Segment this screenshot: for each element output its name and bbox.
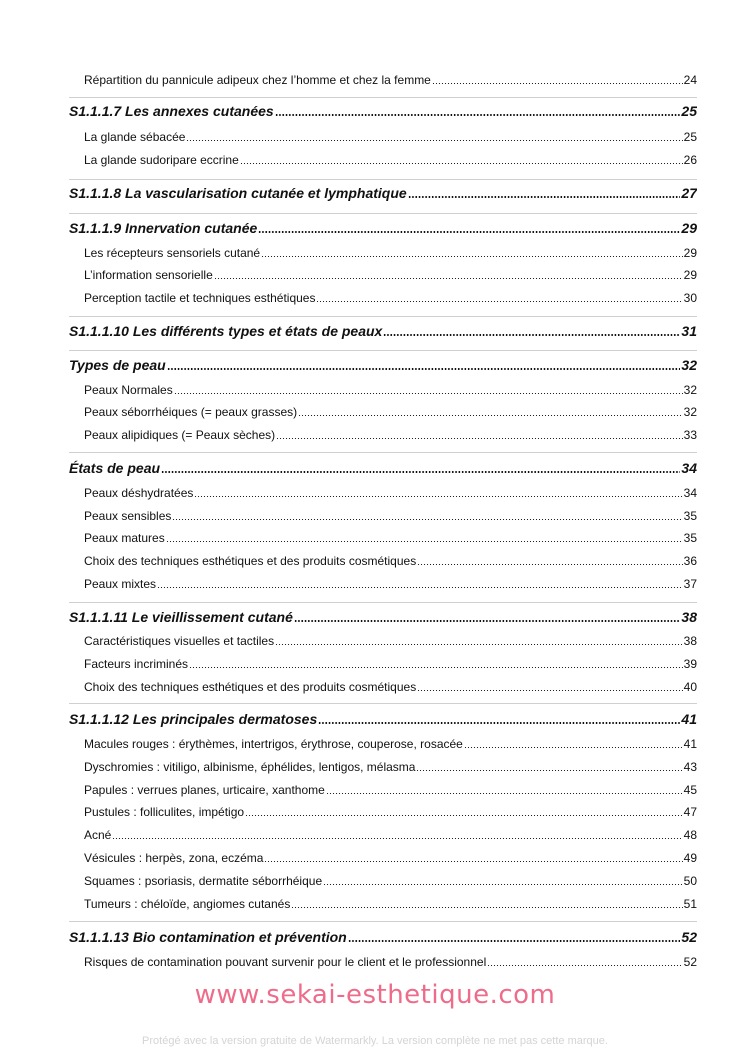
dot-leader — [294, 620, 681, 622]
toc-page-number: 41 — [683, 737, 697, 751]
section-divider — [69, 703, 697, 704]
toc-page-number: 29 — [683, 268, 697, 282]
toc-entry-row[interactable] — [84, 828, 697, 842]
dot-leader — [172, 519, 682, 520]
toc-page-number: 26 — [683, 153, 697, 167]
toc-title: S1.1.1.9 Innervation cutanée — [69, 220, 258, 236]
dot-leader — [161, 471, 680, 473]
toc-entry-row[interactable] — [84, 428, 697, 442]
toc-entry-row[interactable] — [84, 153, 697, 167]
section-divider — [69, 452, 697, 453]
website-url: www.sekai-esthetique.com — [194, 980, 556, 1010]
toc-page-number: 50 — [683, 874, 697, 888]
toc-page-number: 29 — [683, 246, 697, 260]
toc-entry-row[interactable] — [84, 874, 697, 888]
toc-entry-row[interactable] — [84, 509, 697, 523]
toc-page-number: 39 — [683, 657, 697, 671]
toc-entry-row[interactable] — [84, 130, 697, 144]
toc-title: S1.1.1.11 Le vieillissement cutané — [69, 609, 293, 625]
toc-entry-row[interactable] — [84, 531, 697, 545]
toc-page-number: 35 — [683, 531, 697, 545]
dot-leader — [261, 256, 683, 257]
toc-page-number: 43 — [683, 760, 697, 774]
section-divider — [69, 316, 697, 317]
dot-leader — [112, 838, 682, 839]
toc-title: L’information sensorielle — [84, 268, 213, 282]
toc-title: Facteurs incriminés — [84, 657, 189, 671]
toc-title: Tumeurs : chéloïde, angiomes cutanés — [84, 897, 291, 911]
toc-section-row[interactable] — [69, 185, 697, 201]
toc-entry-row[interactable] — [84, 760, 697, 774]
toc-title: Papules : verrues planes, urticaire, xanthome — [84, 783, 325, 797]
dot-leader — [417, 564, 682, 565]
toc-page-number: 48 — [683, 828, 697, 842]
toc-entry-row[interactable] — [84, 805, 697, 819]
toc-page-number: 33 — [683, 428, 697, 442]
section-divider — [69, 350, 697, 351]
toc-entry-row[interactable] — [84, 897, 697, 911]
toc-entry-row[interactable] — [84, 634, 697, 648]
toc-entry-row[interactable] — [84, 657, 697, 671]
toc-page-number: 40 — [683, 680, 697, 694]
dot-leader — [275, 114, 681, 116]
toc-page-number: 38 — [681, 609, 697, 625]
toc-page-number: 24 — [683, 73, 697, 87]
toc-page-number: 34 — [681, 460, 697, 476]
dot-leader — [318, 722, 680, 724]
toc-page-number: 29 — [681, 220, 697, 236]
toc-page-number: 47 — [683, 805, 697, 819]
toc-entry-row[interactable] — [84, 955, 697, 969]
toc-entry-row[interactable] — [84, 783, 697, 797]
dot-leader — [348, 940, 681, 942]
dot-leader — [323, 884, 683, 885]
toc-section-row[interactable] — [69, 357, 697, 373]
watermark-text: Protégé avec la version gratuite de Watermarkly. La version complète ne met pas cette marque. — [142, 1035, 608, 1047]
dot-leader — [166, 541, 683, 542]
toc-page-number: 25 — [683, 130, 697, 144]
dot-leader — [298, 415, 683, 416]
toc-title: Caractéristiques visuelles et tactiles — [84, 634, 275, 648]
dot-leader — [174, 393, 683, 394]
dot-leader — [264, 861, 682, 862]
dot-leader — [316, 301, 682, 302]
dot-leader — [258, 231, 680, 233]
toc-page-number: 41 — [681, 711, 697, 727]
toc-page-number: 49 — [683, 851, 697, 865]
toc-section-row[interactable] — [69, 609, 697, 625]
toc-entry-row[interactable] — [84, 851, 697, 865]
dot-leader — [275, 644, 683, 645]
dot-leader — [416, 770, 682, 771]
section-divider — [69, 179, 697, 180]
toc-section-row[interactable] — [69, 220, 697, 236]
toc-title: Pustules : folliculites, impétigo — [84, 805, 245, 819]
toc-title: Peaux matures — [84, 531, 165, 545]
toc-title: Risques de contamination pouvant survenir pour le client et le professionnel — [84, 955, 487, 969]
section-divider — [69, 213, 697, 214]
toc-title: Choix des techniques esthétiques et des produits cosmétiques — [84, 680, 417, 694]
toc-title: Types de peau — [69, 357, 166, 373]
toc-title: Perception tactile et techniques esthétiques — [84, 291, 316, 305]
toc-title: Choix des techniques esthétiques et des produits cosmétiques — [84, 554, 417, 568]
section-divider — [69, 602, 697, 603]
dot-leader — [487, 965, 682, 966]
toc-entry-row[interactable] — [84, 554, 697, 568]
toc-section-row[interactable] — [69, 323, 697, 339]
section-divider — [69, 921, 697, 922]
toc-page-number: 37 — [683, 577, 697, 591]
toc-title: Acné — [84, 828, 112, 842]
dot-leader — [432, 83, 683, 84]
toc-title: S1.1.1.12 Les principales dermatoses — [69, 711, 318, 727]
toc-entry-row[interactable] — [84, 577, 697, 591]
toc-title: Vésicules : herpès, zona, eczéma — [84, 851, 264, 865]
dot-leader — [194, 496, 682, 497]
toc-title: Répartition du pannicule adipeux chez l’homme et chez la femme — [84, 73, 431, 87]
toc-title: Squames : psoriasis, dermatite séborrhéique — [84, 874, 323, 888]
toc-entry-row[interactable] — [84, 680, 697, 694]
toc-title: Dyschromies : vitiligo, albinisme, éphélides, lentigos, mélasma — [84, 760, 416, 774]
toc-title: S1.1.1.8 La vascularisation cutanée et lymphatique — [69, 185, 407, 201]
dot-leader — [417, 690, 682, 691]
toc-entry-row[interactable] — [84, 291, 697, 305]
toc-title: Peaux Normales — [84, 383, 173, 397]
toc-title: Peaux sensibles — [84, 509, 172, 523]
dot-leader — [291, 907, 682, 908]
toc-page-number: 27 — [681, 185, 697, 201]
dot-leader — [214, 278, 683, 279]
toc-page-number: 38 — [683, 634, 697, 648]
toc-page-number: 30 — [683, 291, 697, 305]
dot-leader — [186, 140, 682, 141]
toc-title: Peaux alipidiques (= Peaux sèches) — [84, 428, 276, 442]
toc-page-number: 32 — [683, 405, 697, 419]
dot-leader — [167, 368, 681, 370]
toc-title: Peaux déshydratées — [84, 486, 194, 500]
toc-section-row[interactable] — [69, 929, 697, 945]
toc-page-number: 51 — [683, 897, 697, 911]
toc-entry-row[interactable] — [84, 73, 697, 87]
dot-leader — [276, 438, 683, 439]
dot-leader — [245, 815, 683, 816]
toc-page-number: 52 — [683, 955, 697, 969]
toc-title: États de peau — [69, 460, 161, 476]
toc-page-number: 36 — [683, 554, 697, 568]
dot-leader — [383, 334, 680, 336]
dot-leader — [240, 163, 683, 164]
toc-entry-row[interactable] — [84, 246, 697, 260]
dot-leader — [464, 747, 683, 748]
toc-page-number: 31 — [681, 323, 697, 339]
dot-leader — [157, 587, 683, 588]
toc-title: S1.1.1.7 Les annexes cutanées — [69, 103, 274, 119]
toc-page-number: 35 — [683, 509, 697, 523]
toc-title: Peaux mixtes — [84, 577, 157, 591]
toc-title: S1.1.1.10 Les différents types et états de peaux — [69, 323, 383, 339]
toc-section-row[interactable] — [69, 103, 697, 119]
toc-page-number: 34 — [683, 486, 697, 500]
toc-title: La glande sébacée — [84, 130, 186, 144]
section-divider — [69, 97, 697, 98]
toc-page-number: 52 — [681, 929, 697, 945]
toc-page-number: 32 — [683, 383, 697, 397]
toc-entry-row[interactable] — [84, 268, 697, 282]
dot-leader — [189, 667, 683, 668]
toc-entry-row[interactable] — [84, 383, 697, 397]
toc-section-row[interactable] — [69, 460, 697, 476]
dot-leader — [408, 196, 681, 198]
toc-page-number: 32 — [681, 357, 697, 373]
toc-entry-row[interactable] — [84, 405, 697, 419]
toc-title: Les récepteurs sensoriels cutané — [84, 246, 261, 260]
toc-page-number: 25 — [681, 103, 697, 119]
dot-leader — [326, 793, 683, 794]
toc-title: Macules rouges : érythèmes, intertrigos, érythrose, couperose, rosacée — [84, 737, 463, 751]
toc-title: Peaux séborrhéiques (= peaux grasses) — [84, 405, 298, 419]
toc-title: La glande sudoripare eccrine — [84, 153, 239, 167]
toc-entry-row[interactable] — [84, 737, 697, 751]
toc-entry-row[interactable] — [84, 486, 697, 500]
toc-title: S1.1.1.13 Bio contamination et prévention — [69, 929, 347, 945]
toc-page-number: 45 — [683, 783, 697, 797]
toc-section-row[interactable] — [69, 711, 697, 727]
